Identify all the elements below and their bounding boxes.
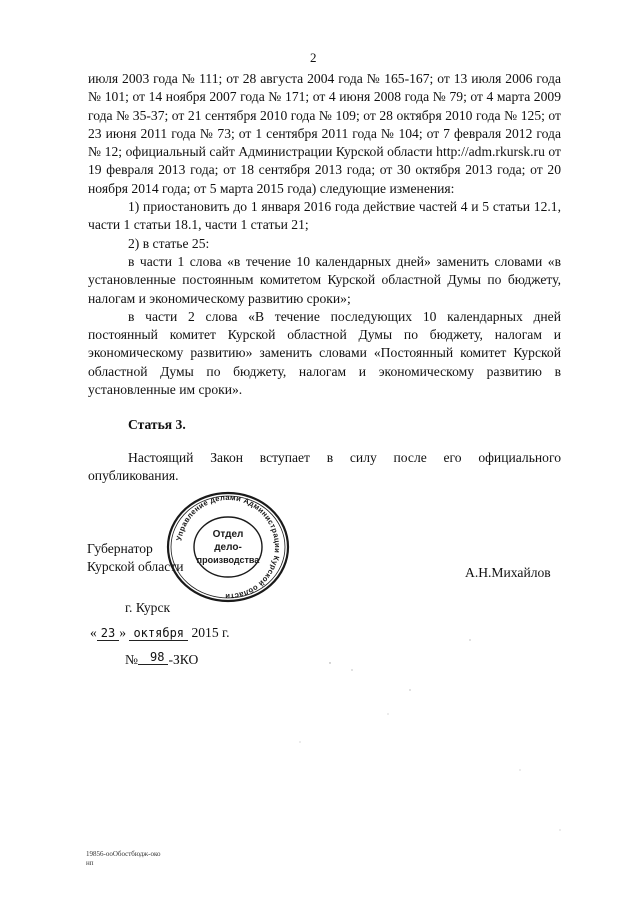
signatory-name: А.Н.Михайлов bbox=[465, 565, 551, 580]
amendment-item-2-part-2: в части 2 слова «В течение последующих 10 календарных дней постоянный комитет Курской областной Думы по бюджету, налогам и экономическому развитию» заменить словами «Постоянный комитет Курской областной Думы по бюджету, налогам и экономическому развитию в установленные им сроки». bbox=[88, 308, 561, 398]
signatory-title-line-2: Курской области bbox=[87, 559, 184, 574]
stamp-ring-text: Управление делами Администрации Курской области bbox=[174, 492, 283, 602]
footer-file-code bbox=[86, 850, 161, 868]
law-number bbox=[125, 652, 198, 668]
date-close-quote: » bbox=[119, 625, 127, 640]
date-month: октября bbox=[129, 626, 188, 641]
article-text: Настоящий Закон вступает в силу после его официального опубликования. bbox=[88, 450, 561, 484]
place-of-signing: г. Курск bbox=[125, 600, 171, 615]
amendment-item-1: 1) приостановить до 1 января 2016 года действие частей 4 и 5 статьи 12.1, части 1 статьи 18.1, части 1 статьи 21; bbox=[88, 199, 561, 233]
law-number-suffix: -ЗКО bbox=[168, 652, 199, 667]
footer-line-2: нп bbox=[86, 859, 94, 867]
footer-line-1: 19856-ооОбостбюдж-око bbox=[86, 850, 161, 858]
date-year: 2015 г. bbox=[191, 625, 230, 640]
law-number-value: 98 bbox=[138, 650, 168, 665]
article-heading: Статья 3. bbox=[128, 417, 186, 432]
date-day: 23 bbox=[97, 626, 119, 641]
amendment-item-2: 2) в статье 25: bbox=[128, 235, 210, 251]
signing-date bbox=[90, 625, 229, 641]
law-number-prefix: № bbox=[125, 652, 138, 667]
amendment-item-2-part-1: в части 1 слова «в течение 10 календарных дней» заменить словами «в установленные постоянным комитетом Курской областной Думы по бюджету, налогам и экономическому развитию сроки»; bbox=[88, 253, 561, 306]
stamp-center-line-2: дело- bbox=[214, 542, 242, 553]
signatory-title-line-1: Губернатор bbox=[87, 541, 153, 556]
date-open-quote: « bbox=[90, 625, 97, 640]
page-number: 2 bbox=[310, 50, 317, 65]
stamp-center-line-1: Отдел bbox=[212, 529, 244, 540]
seal-stamp bbox=[162, 490, 294, 605]
stamp-center-line-3: производства bbox=[196, 555, 260, 565]
paragraph-intro: июля 2003 года № 111; от 28 августа 2004 года № 165-167; от 13 июля 2006 года № 101; от 14 ноября 2007 года № 171; от 4 июня 2008 года № 79; от 4 марта 2009 года № 35-37; от 21 сентября 2010 года № 109; от 28 октября 2010 года № 125; от 23 июня 2011 года № 73; от 1 сентября 2011 года № 104; от 7 февраля 2012 года № 12; официальный сайт Администрации Курской области http://adm.rkursk.ru от 19 февраля 2013 года; от 18 сентября 2013 года; от 30 октября 2013 года; от 20 ноября 2014 года; от 5 марта 2015 года) следующие изменения: bbox=[88, 71, 561, 196]
document-body bbox=[88, 70, 561, 399]
